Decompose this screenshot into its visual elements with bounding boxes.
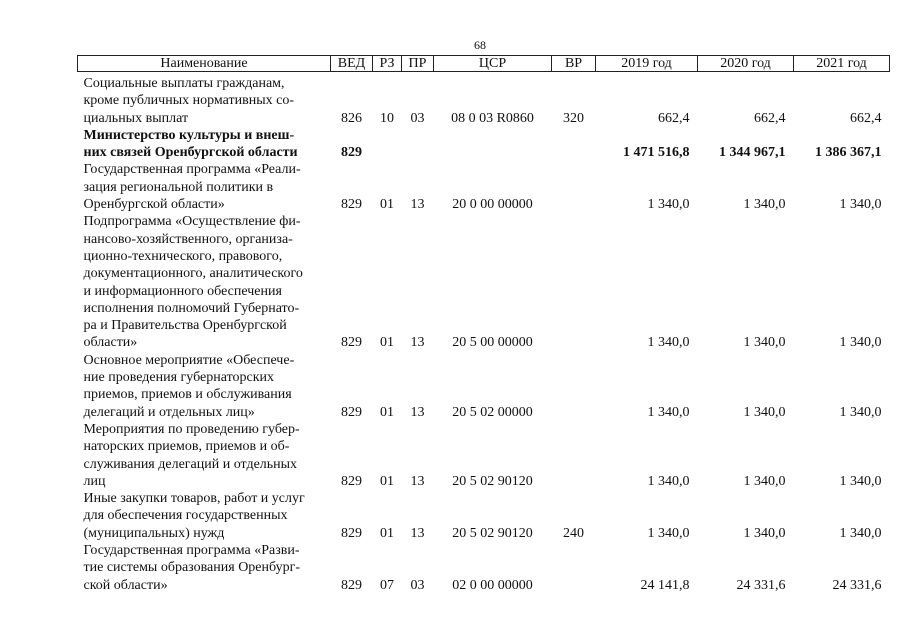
row-2019: 1 340,0 — [647, 525, 690, 541]
row-vr — [552, 161, 596, 213]
row-pr — [402, 127, 434, 162]
row-name-line: лиц — [83, 473, 106, 489]
row-rz: 01 — [380, 404, 394, 420]
row-name-line: ра и Правительства Оренбургской — [83, 318, 287, 334]
row-2021: 1 340,0 — [839, 525, 882, 541]
page-number: 68 — [474, 38, 486, 52]
row-name-line: ской области» — [83, 577, 168, 593]
row-2019: 1 471 516,8 — [623, 145, 690, 161]
row-csr: 20 5 02 90120 — [452, 525, 533, 541]
table-row — [78, 542, 890, 594]
row-csr: 20 5 00 00000 — [452, 335, 533, 351]
row-name-line: Подпрограмма «Осуществление фи- — [83, 214, 301, 230]
row-csr — [434, 127, 552, 162]
row-name-line: кроме публичных нормативных со- — [83, 93, 294, 109]
row-vr — [552, 352, 596, 421]
row-rz: 10 — [380, 110, 394, 126]
row-name-line: Мероприятия по проведению губер- — [83, 421, 300, 437]
row-name — [78, 490, 331, 542]
row-2019: 662,4 — [658, 110, 690, 126]
row-name-line: наторских приемов, приемов и об- — [83, 439, 290, 455]
row-name-line: служивания делегаций и отдельных — [83, 456, 298, 472]
row-ved: 829 — [341, 525, 362, 541]
header-2019: 2019 год — [596, 56, 698, 72]
row-2021: 1 340,0 — [839, 335, 882, 351]
table-row — [78, 161, 890, 213]
row-2020: 1 340,0 — [743, 335, 786, 351]
row-csr: 20 5 02 00000 — [452, 404, 533, 420]
row-rz: 01 — [380, 473, 394, 489]
row-2021: 662,4 — [850, 110, 882, 126]
row-name-line: циальных выплат — [83, 110, 189, 126]
table-row — [78, 213, 890, 351]
row-name-line: для обеспечения государственных — [83, 508, 288, 524]
row-2021: 1 386 367,1 — [815, 145, 882, 161]
row-2021: 1 340,0 — [839, 404, 882, 420]
table-row — [78, 127, 890, 162]
row-2019: 1 340,0 — [647, 197, 690, 213]
table-row — [78, 421, 890, 490]
row-name-line: ние проведения губернаторских — [83, 370, 275, 386]
header-2020: 2020 год — [698, 56, 794, 72]
row-ved: 829 — [341, 197, 362, 213]
row-vr — [552, 213, 596, 351]
row-pr: 13 — [410, 473, 425, 489]
table-body — [78, 72, 890, 594]
row-ved: 829 — [341, 145, 362, 161]
row-csr: 02 0 00 00000 — [452, 577, 533, 593]
row-name-line: ционно-технического, правового, — [83, 248, 283, 264]
row-pr: 13 — [410, 404, 425, 420]
row-rz: 01 — [380, 525, 394, 541]
row-vr: 240 — [563, 525, 584, 541]
row-2019: 24 141,8 — [640, 577, 690, 593]
header-rz: РЗ — [373, 56, 402, 72]
row-rz: 01 — [380, 197, 394, 213]
row-pr: 03 — [410, 577, 425, 593]
row-rz: 01 — [380, 335, 394, 351]
row-ved: 826 — [341, 110, 362, 126]
row-csr: 20 5 02 90120 — [452, 473, 533, 489]
table-row — [78, 352, 890, 421]
row-name-line: Государственная программа «Разви- — [83, 543, 300, 559]
row-ved: 829 — [341, 473, 362, 489]
row-2019: 1 340,0 — [647, 335, 690, 351]
header-ved: ВЕД — [331, 56, 373, 72]
row-vr — [552, 127, 596, 162]
header-2021: 2021 год — [794, 56, 890, 72]
header-row — [78, 56, 890, 72]
row-name-line: приемов, приемов и обслуживания — [83, 387, 292, 403]
row-name — [78, 75, 331, 127]
row-2020: 24 331,6 — [736, 577, 786, 593]
row-vr — [552, 421, 596, 490]
row-name-line: них связей Оренбургской области — [83, 145, 298, 161]
row-name-line: (муниципальных) нужд — [83, 525, 225, 541]
row-name-line: тие системы образования Оренбург- — [83, 560, 301, 576]
table-row — [78, 75, 890, 127]
row-ved: 829 — [341, 404, 362, 420]
row-csr: 20 0 00 00000 — [452, 197, 533, 213]
row-pr: 13 — [410, 525, 425, 541]
row-name-line: зация региональной политики в — [83, 179, 274, 195]
row-2020: 1 344 967,1 — [719, 145, 786, 161]
row-vr: 320 — [563, 110, 584, 126]
row-name-line: документационного, аналитического — [83, 266, 303, 282]
row-ved: 829 — [341, 577, 362, 593]
row-name-line: Оренбургской области» — [83, 197, 225, 213]
row-name-line: Министерство культуры и внеш- — [83, 127, 295, 143]
row-rz: 07 — [380, 577, 394, 593]
row-csr: 08 0 03 R0860 — [451, 110, 534, 126]
row-ved: 829 — [341, 335, 362, 351]
row-name — [78, 213, 331, 351]
row-2020: 1 340,0 — [743, 404, 786, 420]
row-rz — [373, 127, 402, 162]
row-name-line: области» — [83, 335, 138, 351]
row-name — [78, 127, 331, 162]
header-pr: ПР — [402, 56, 434, 72]
row-name-line: Социальные выплаты гражданам, — [83, 76, 285, 91]
budget-table — [77, 55, 890, 594]
header-name: Наименование — [78, 56, 331, 72]
header-csr: ЦСР — [434, 56, 552, 72]
row-pr: 13 — [410, 197, 425, 213]
row-2020: 1 340,0 — [743, 525, 786, 541]
row-2019: 1 340,0 — [647, 404, 690, 420]
row-2021: 1 340,0 — [839, 197, 882, 213]
row-2021: 24 331,6 — [832, 577, 882, 593]
row-name — [78, 542, 331, 594]
row-pr: 13 — [410, 335, 425, 351]
row-2020: 1 340,0 — [743, 197, 786, 213]
row-name-line: делегаций и отдельных лиц» — [83, 404, 255, 420]
row-2020: 662,4 — [754, 110, 786, 126]
table-row — [78, 490, 890, 542]
row-2019: 1 340,0 — [647, 473, 690, 489]
row-name-line: Государственная программа «Реали- — [83, 162, 301, 178]
row-name — [78, 421, 331, 490]
row-name — [78, 352, 331, 421]
row-name-line: и информационного обеспечения — [83, 283, 282, 299]
row-name-line: Иные закупки товаров, работ и услуг — [83, 491, 305, 507]
row-pr: 03 — [410, 110, 425, 126]
row-name-line: Основное мероприятие «Обеспече- — [83, 352, 295, 368]
row-name-line: исполнения полномочий Губернато- — [83, 300, 300, 316]
row-name — [78, 161, 331, 213]
row-vr — [552, 542, 596, 594]
row-2020: 1 340,0 — [743, 473, 786, 489]
row-name-line: нансово-хозяйственного, организа- — [83, 231, 293, 247]
header-vr: ВР — [552, 56, 596, 72]
row-2021: 1 340,0 — [839, 473, 882, 489]
